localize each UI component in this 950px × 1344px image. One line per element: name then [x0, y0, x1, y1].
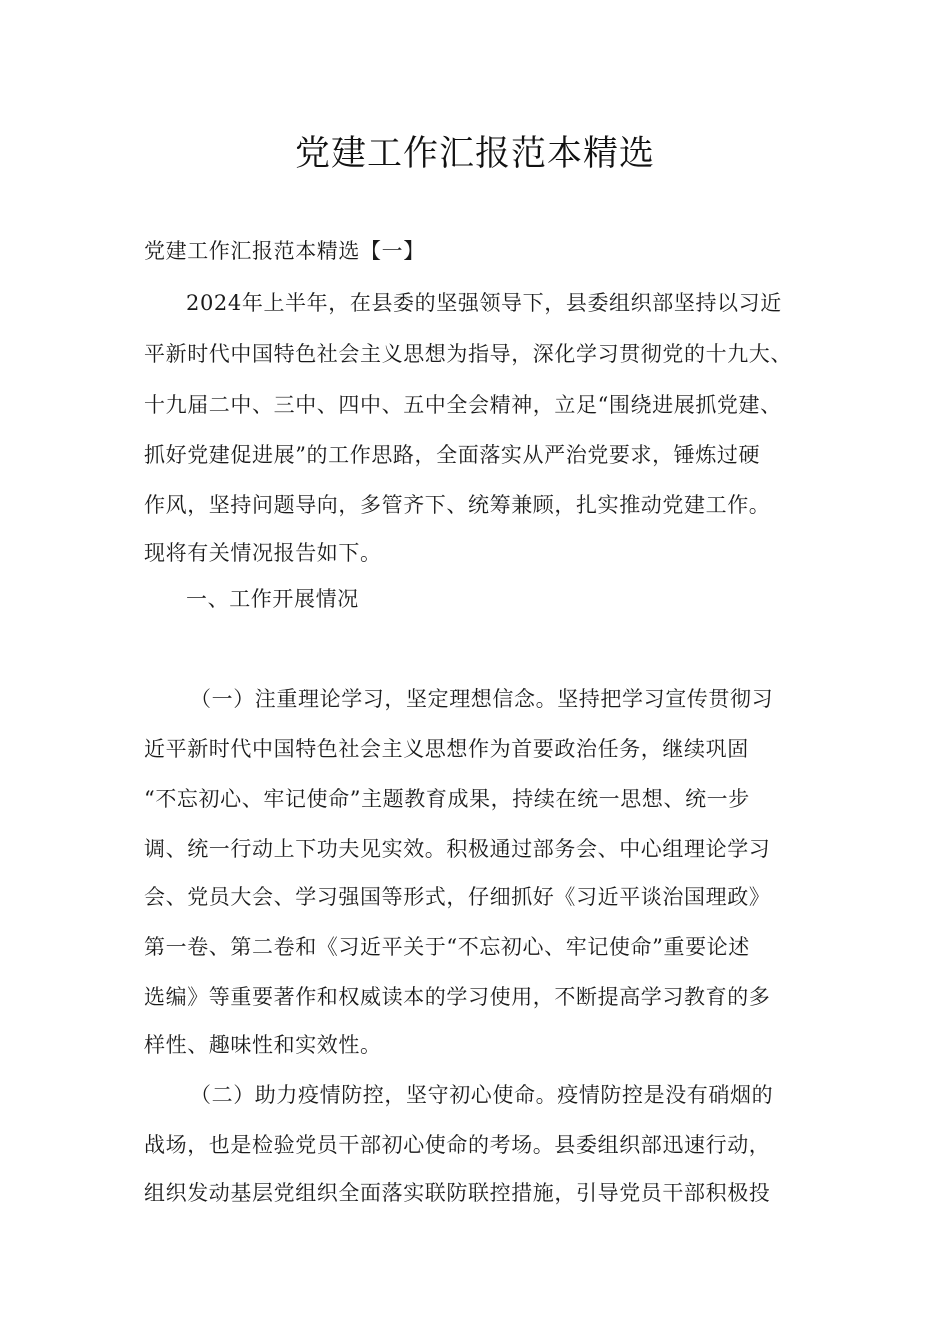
paragraph-2-line-6: 第一卷、第二卷和《习近平关于“不忘初心、牢记使命”重要论述	[144, 935, 750, 959]
paragraph-2-line-1: （一）注重理论学习，坚定理想信念。坚持把学习宣传贯彻习	[190, 687, 774, 711]
paragraph-3-line-2: 战场，也是检验党员干部初心使命的考场。县委组织部迅速行动，	[144, 1133, 771, 1157]
section-1-heading: 一、工作开展情况	[186, 587, 359, 611]
document-subtitle: 党建工作汇报范本精选【一】	[144, 239, 425, 263]
paragraph-2-line-8: 样性、趣味性和实效性。	[144, 1033, 382, 1057]
paragraph-2-line-5: 会、党员大会、学习强国等形式，仔细抓好《习近平谈治国理政》	[144, 885, 771, 909]
paragraph-1-line-1: 2024年上半年，在县委的坚强领导下，县委组织部坚持以习近	[186, 291, 782, 315]
paragraph-3-line-1: （二）助力疫情防控，坚守初心使命。疫情防控是没有硝烟的	[190, 1083, 774, 1107]
paragraph-1-line-6: 现将有关情况报告如下。	[144, 541, 382, 565]
paragraph-2-line-3: “不忘初心、牢记使命”主题教育成果，持续在统一思想、统一步	[144, 787, 750, 811]
paragraph-1-line-2: 平新时代中国特色社会主义思想为指导，深化学习贯彻党的十九大、	[144, 342, 792, 366]
paragraph-2-line-7: 选编》等重要著作和权威读本的学习使用，不断提高学习教育的多	[144, 985, 771, 1009]
paragraph-3-line-3: 组织发动基层党组织全面落实联防联控措施，引导党员干部积极投	[144, 1181, 771, 1205]
paragraph-1-line-5: 作风，坚持问题导向，多管齐下、统筹兼顾，扎实推动党建工作。	[144, 493, 771, 517]
paragraph-1-line-4: 抓好党建促进展”的工作思路，全面落实从严治党要求，锤炼过硬	[144, 443, 761, 467]
paragraph-2-line-2: 近平新时代中国特色社会主义思想作为首要政治任务，继续巩固	[144, 737, 749, 761]
document-title: 党建工作汇报范本精选	[294, 134, 655, 174]
paragraph-2-line-4: 调、统一行动上下功夫见实效。积极通过部务会、中心组理论学习	[144, 837, 771, 861]
paragraph-1-line-3: 十九届二中、三中、四中、五中全会精神，立足“围绕进展抓党建、	[144, 393, 782, 417]
